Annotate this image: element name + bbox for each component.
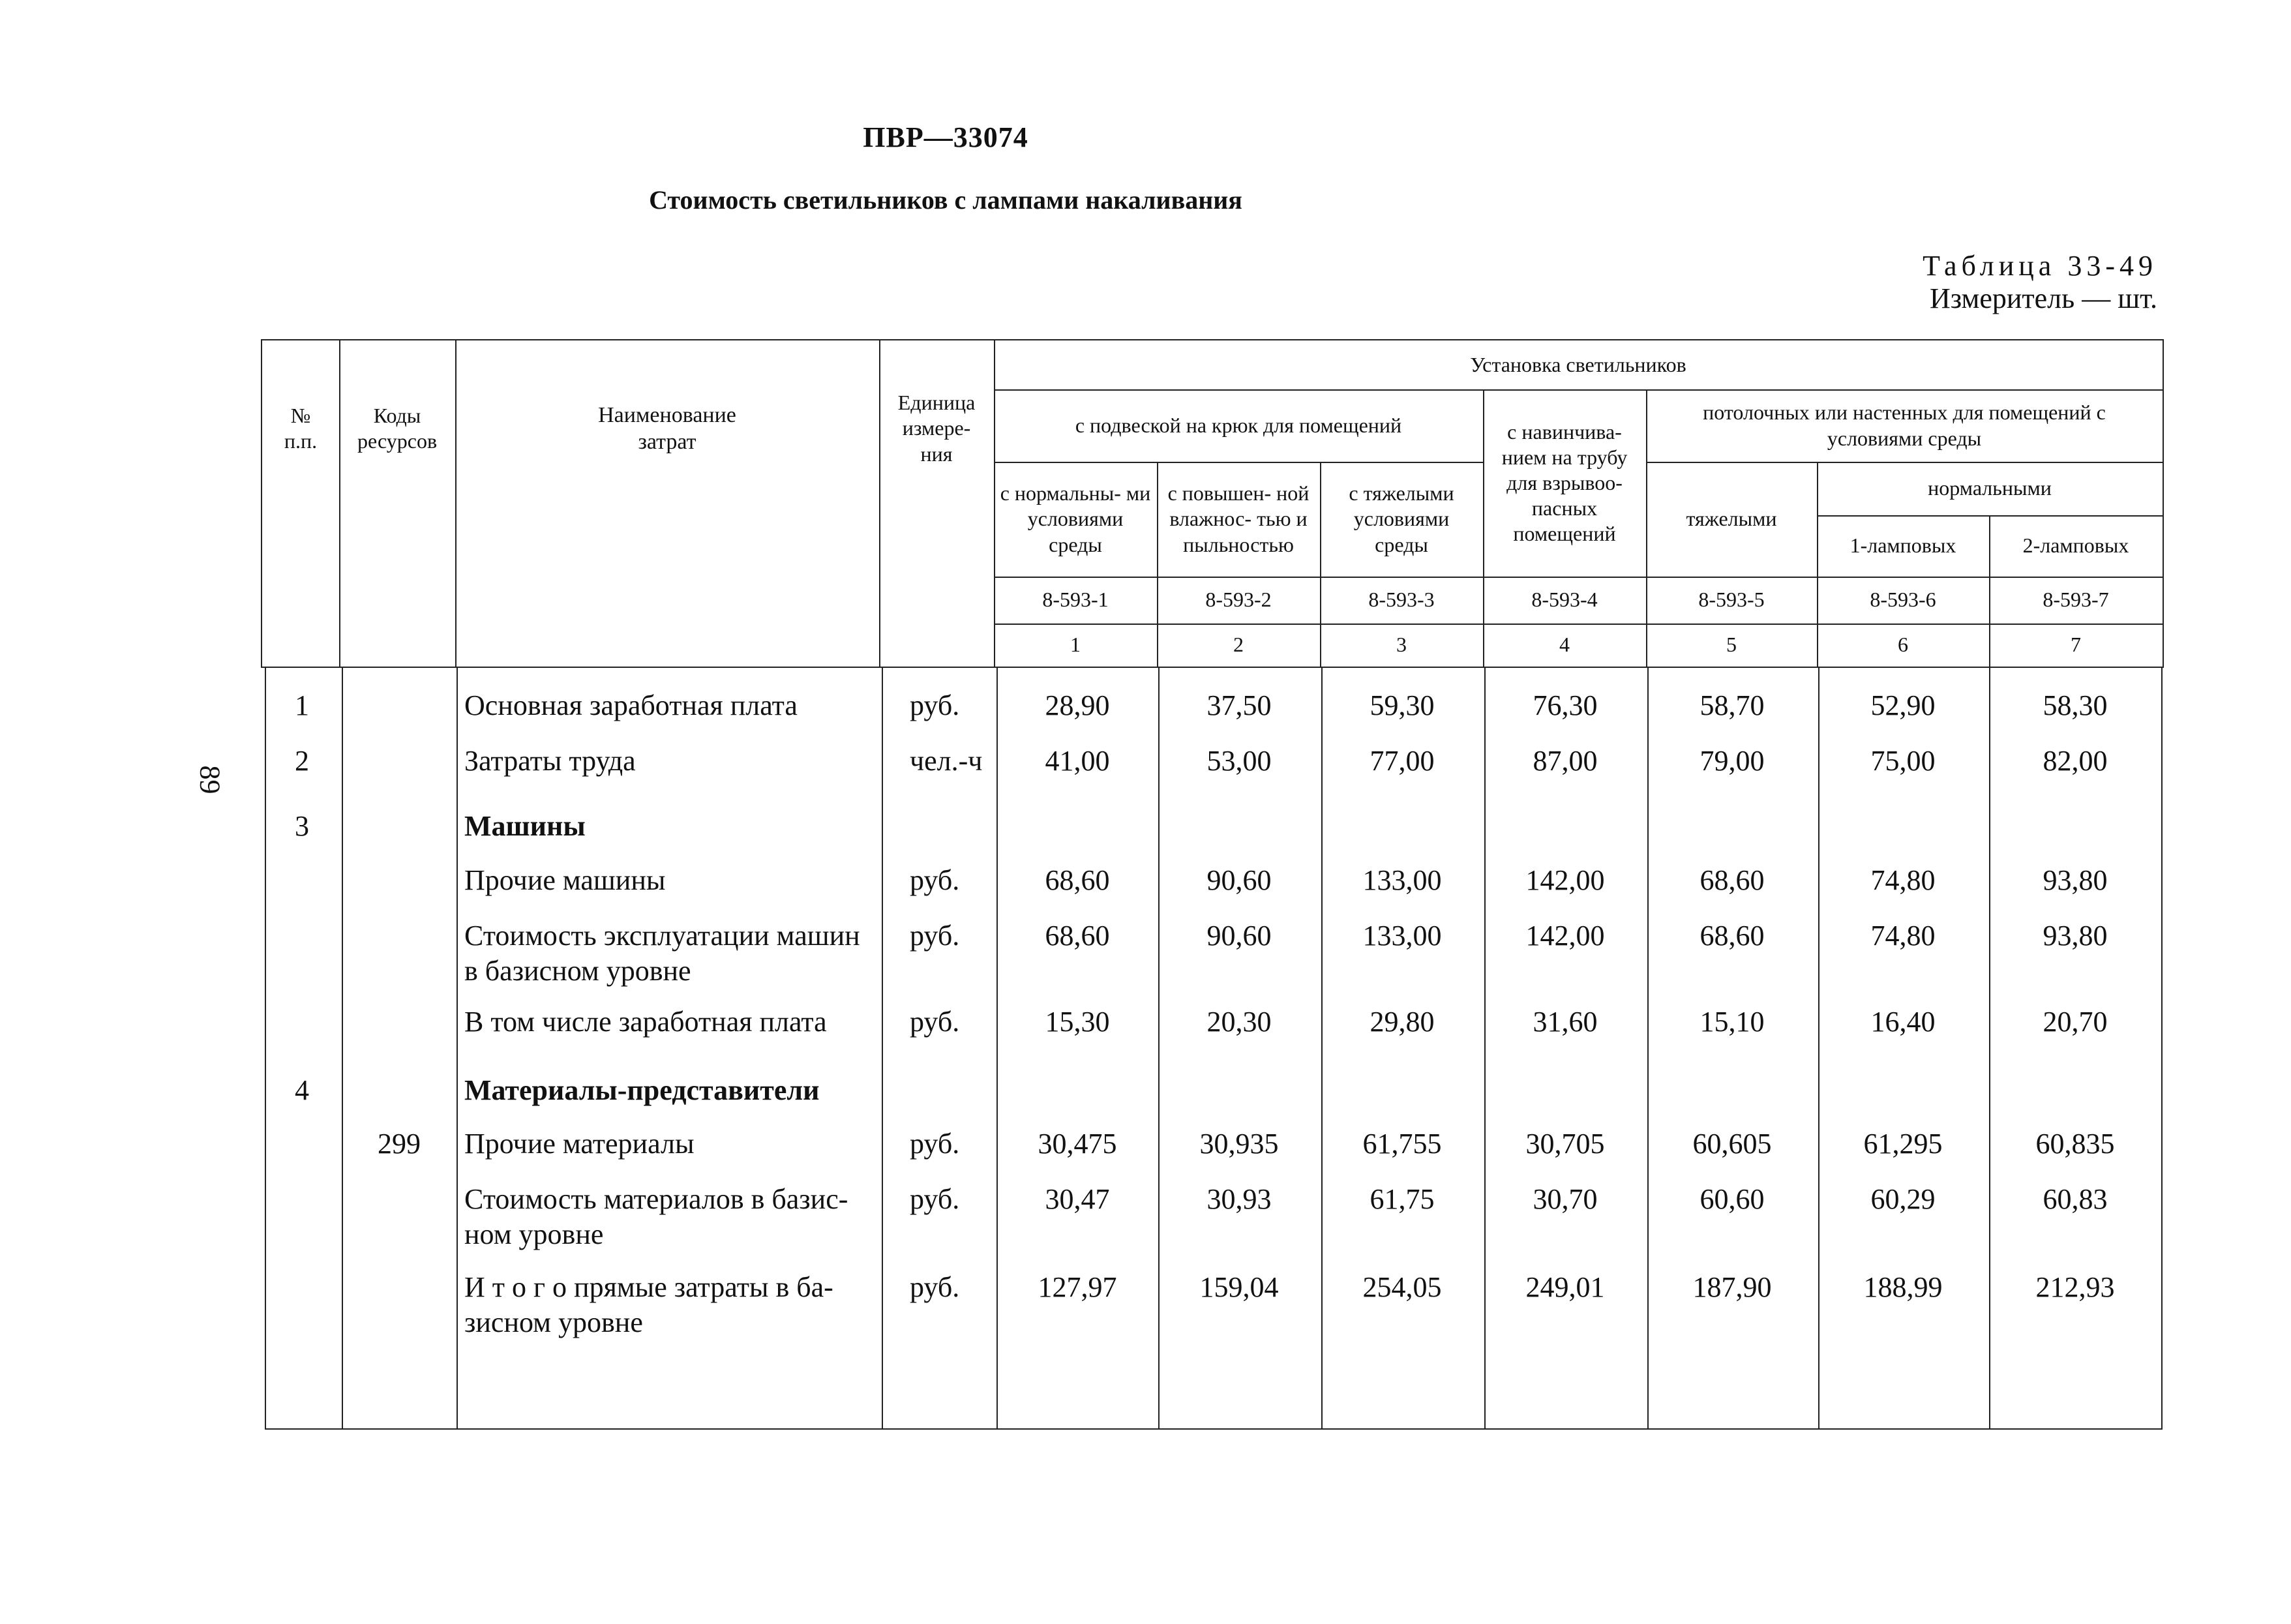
cell-value: 20,30	[1206, 1006, 1272, 1038]
row-number: 2	[295, 745, 309, 777]
cell-value: 30,47	[1045, 1183, 1110, 1215]
row-number: 3	[295, 810, 309, 842]
code-col-2: 8-593-2	[1205, 588, 1272, 612]
cell-value: 58,70	[1700, 689, 1765, 721]
cell-value: 60,29	[1870, 1183, 1936, 1215]
unit-value: руб.	[910, 1128, 960, 1160]
cell-value: 159,04	[1199, 1271, 1279, 1303]
cell-value: 30,93	[1206, 1183, 1272, 1215]
code-col-7: 8-593-7	[2043, 588, 2109, 612]
cell-value: 58,30	[2043, 689, 2108, 721]
measure-unit: Измеритель — шт.	[1929, 282, 2157, 314]
cost-name: Прочие материалы	[464, 1128, 695, 1160]
cost-name: ном уровне	[464, 1218, 604, 1250]
cell-value: 68,60	[1700, 864, 1765, 896]
cost-name: зисном уровне	[464, 1306, 643, 1338]
col2-header: с повышен- ной влажнос- тью и пыльностью	[1167, 481, 1310, 556]
cell-value: 254,05	[1362, 1271, 1442, 1303]
subgroup-hook: с подвеской на крюк для помещений	[1075, 413, 1402, 437]
code-col-3: 8-593-3	[1368, 588, 1435, 612]
cost-name: И т о г о прямые затраты в ба-	[464, 1271, 833, 1303]
col-num-header: № п.п.	[284, 403, 318, 453]
unit-value: руб.	[910, 1006, 960, 1038]
cell-value: 16,40	[1870, 1006, 1936, 1038]
cell-value: 90,60	[1206, 920, 1272, 952]
row-number: 4	[295, 1074, 309, 1106]
group-title: Установка светильников	[1470, 352, 1686, 376]
cell-value: 61,755	[1362, 1128, 1442, 1160]
cell-value: 68,60	[1700, 920, 1765, 952]
table-label: Таблица 33-49	[1923, 250, 2157, 282]
cell-value: 74,80	[1870, 920, 1936, 952]
cost-name: Машины	[464, 810, 586, 842]
doc-code: ПВР—33074	[863, 121, 1028, 153]
cell-value: 142,00	[1525, 864, 1605, 896]
cell-value: 60,605	[1692, 1128, 1772, 1160]
normal-header: нормальными	[1928, 476, 2052, 500]
cell-value: 188,99	[1863, 1271, 1943, 1303]
code-col-6: 8-593-6	[1870, 588, 1936, 612]
cell-value: 60,835	[2035, 1128, 2115, 1160]
cell-value: 75,00	[1870, 745, 1936, 777]
cell-value: 30,935	[1199, 1128, 1279, 1160]
cell-value: 30,705	[1525, 1128, 1605, 1160]
cell-value: 187,90	[1692, 1271, 1772, 1303]
cell-value: 74,80	[1870, 864, 1936, 896]
col-name-header: Наименование затрат	[598, 402, 736, 454]
cell-value: 82,00	[2043, 745, 2108, 777]
cell-value: 60,83	[2043, 1183, 2108, 1215]
cost-name: Прочие машины	[464, 864, 666, 896]
resource-code: 299	[378, 1128, 421, 1160]
col7-header: 2-ламповых	[2022, 534, 2129, 558]
cost-name: В том числе заработная плата	[464, 1006, 827, 1038]
cell-value: 77,00	[1370, 745, 1435, 777]
subgroup-pipe: с навинчива- нием на трубу для взрывоо- пасных помещений	[1501, 419, 1628, 546]
unit-value: руб.	[910, 1271, 960, 1303]
cell-value: 87,00	[1533, 745, 1598, 777]
cell-value: 15,10	[1700, 1006, 1765, 1038]
cell-value: 31,60	[1533, 1006, 1598, 1038]
unit-value: руб.	[910, 920, 960, 952]
index-col-4: 4	[1559, 633, 1570, 657]
cell-value: 20,70	[2043, 1006, 2108, 1038]
cell-value: 61,295	[1863, 1128, 1943, 1160]
cell-value: 133,00	[1362, 920, 1442, 952]
cell-value: 15,30	[1045, 1006, 1110, 1038]
cost-name: Стоимость эксплуатации машин	[464, 920, 860, 952]
page-number: 89	[194, 765, 226, 794]
code-col-1: 8-593-1	[1042, 588, 1109, 612]
code-col-4: 8-593-4	[1531, 588, 1598, 612]
cell-value: 61,75	[1370, 1183, 1435, 1215]
cell-value: 90,60	[1206, 864, 1272, 896]
cell-value: 76,30	[1533, 689, 1598, 721]
col1-header: с нормальны- ми условиями среды	[1000, 481, 1151, 556]
index-col-5: 5	[1726, 633, 1737, 657]
index-col-6: 6	[1898, 633, 1908, 657]
cell-value: 93,80	[2043, 920, 2108, 952]
col3-header: с тяжелыми условиями среды	[1349, 481, 1454, 556]
cost-name: Материалы-представители	[464, 1074, 820, 1106]
cost-name: Основная заработная плата	[464, 689, 798, 721]
cell-value: 29,80	[1370, 1006, 1435, 1038]
cell-value: 52,90	[1870, 689, 1936, 721]
cell-value: 28,90	[1045, 689, 1110, 721]
unit-value: чел.-ч	[910, 745, 983, 777]
index-col-2: 2	[1233, 633, 1244, 657]
cell-value: 30,475	[1038, 1128, 1117, 1160]
cell-value: 212,93	[2035, 1271, 2115, 1303]
cell-value: 68,60	[1045, 920, 1110, 952]
index-col-7: 7	[2071, 633, 2081, 657]
cell-value: 127,97	[1038, 1271, 1117, 1303]
table-header	[261, 339, 2164, 668]
col6-header: 1-ламповых	[1849, 534, 1956, 558]
cell-value: 37,50	[1206, 689, 1272, 721]
cell-value: 142,00	[1525, 920, 1605, 952]
cell-value: 41,00	[1045, 745, 1110, 777]
col-codes-header: Коды ресурсов	[357, 403, 438, 453]
cell-value: 79,00	[1700, 745, 1765, 777]
cell-value: 60,60	[1700, 1183, 1765, 1215]
cell-value: 133,00	[1362, 864, 1442, 896]
subgroup-ceiling: потолочных или настенных для помещений с условиями среды	[1703, 400, 2106, 450]
cell-value: 93,80	[2043, 864, 2108, 896]
cost-name: в базисном уровне	[464, 955, 691, 987]
col5-header: тяжелыми	[1686, 507, 1777, 531]
code-col-5: 8-593-5	[1698, 588, 1765, 612]
cell-value: 68,60	[1045, 864, 1110, 896]
index-col-1: 1	[1070, 633, 1081, 657]
index-col-3: 3	[1396, 633, 1407, 657]
col-unit-header: Единица измере- ния	[897, 391, 976, 466]
cost-name: Затраты труда	[464, 745, 636, 777]
cell-value: 53,00	[1206, 745, 1272, 777]
unit-value: руб.	[910, 864, 960, 896]
cell-value: 30,70	[1533, 1183, 1598, 1215]
cell-value: 249,01	[1525, 1271, 1605, 1303]
doc-title: Стоимость светильников с лампами накаливания	[649, 185, 1242, 215]
row-number: 1	[295, 689, 309, 721]
unit-value: руб.	[910, 689, 960, 721]
unit-value: руб.	[910, 1183, 960, 1215]
cell-value: 59,30	[1370, 689, 1435, 721]
cost-name: Стоимость материалов в базис-	[464, 1183, 848, 1215]
